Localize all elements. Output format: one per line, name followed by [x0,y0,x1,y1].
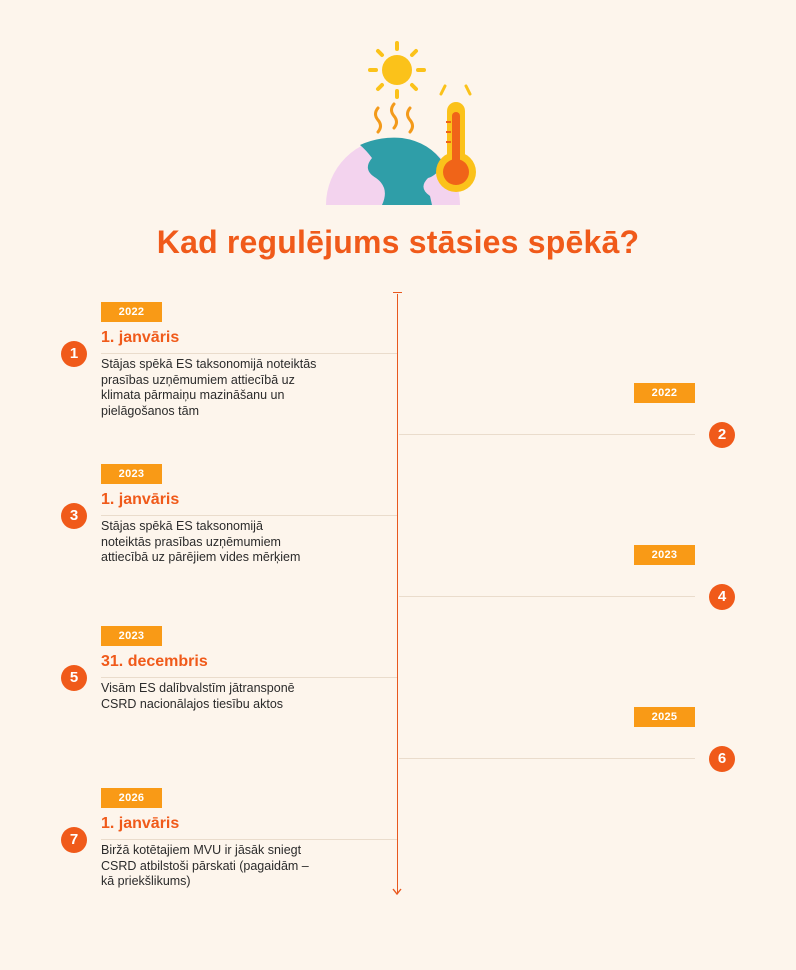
event-date: 1. janvāris [101,815,180,832]
year-badge: 2026 [101,788,162,808]
event-divider [399,758,695,759]
year-badge: 2023 [101,626,162,646]
event-date: 1. janvāris [101,491,180,508]
timeline-axis-cap [393,292,402,293]
year-badge: 2022 [101,302,162,322]
event-description: Stājas spēkā ES taksonomijā noteiktās prasības uzņēmumiem attiecībā uz pārējiem vides mērķiem [101,519,301,564]
year-badge: 2025 [634,707,695,727]
event-divider [101,353,397,354]
event-description: Biržā kotētajiem MVU ir jāsāk sniegt CSRD atbilstoši pārskati (pagaidām – kā priekšlikums) [101,843,309,888]
sun-icon [370,43,424,97]
timeline-arrow-icon [392,886,402,896]
event-description: Stājas spēkā ES taksonomijā noteiktās prasības uzņēmumiem attiecībā uz klimata pārmaiņu mazināšanu un pielāgošanos tām [101,357,317,418]
step-number: 5 [61,665,87,691]
step-number: 4 [709,584,735,610]
heat-waves-icon [376,104,413,132]
year-badge: 2022 [634,383,695,403]
climate-illustration [320,38,490,208]
step-number: 3 [61,503,87,529]
event-divider [399,434,695,435]
page-title: Kad regulējums stāsies spēkā? [156,224,640,260]
year-badge: 2023 [634,545,695,565]
event-date: 1. janvāris [101,329,180,346]
event-divider [101,515,397,516]
step-number: 1 [61,341,87,367]
year-badge: 2023 [101,464,162,484]
timeline-axis [397,294,398,894]
step-number: 6 [709,746,735,772]
event-divider [101,839,397,840]
step-number: 2 [709,422,735,448]
thermometer-icon [436,86,476,192]
event-divider [101,677,397,678]
event-description: Visām ES dalībvalstīm jātransponē CSRD nacionālajos tiesību aktos [101,681,295,711]
event-divider [399,596,695,597]
event-date: 31. decembris [101,653,208,670]
step-number: 7 [61,827,87,853]
